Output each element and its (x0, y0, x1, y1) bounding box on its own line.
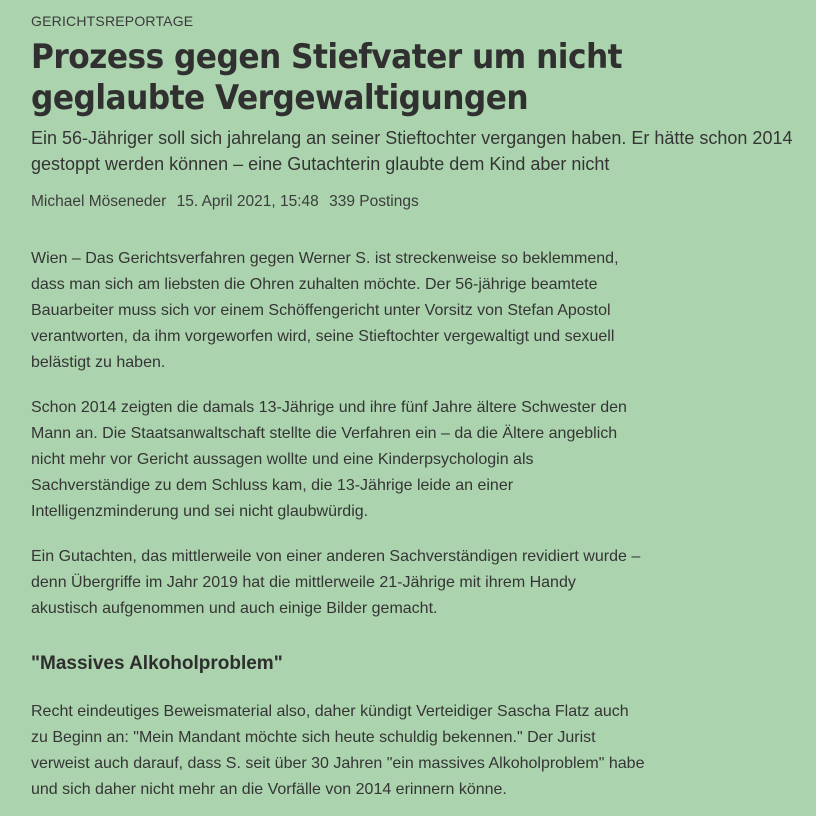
article-kicker[interactable]: GERICHTSREPORTAGE (31, 13, 194, 29)
article-headline: Prozess gegen Stiefvater um nicht geglaubte Vergewaltigungen (31, 37, 623, 118)
paragraph: Ein Gutachten, das mittlerweile von einer anderen Sachverständigen revidiert wurde – denn Übergriffe im Jahr 2019 hat die mittlerweile 21-Jährige mit ihrem Handy akustisch aufgenommen und auch einige Bilder gemacht. (31, 548, 641, 617)
article-body (31, 246, 646, 803)
postings-link[interactable]: 339 Postings (329, 193, 419, 210)
article-subheading: "Massives Alkoholproblem" (31, 653, 283, 674)
article-lead: Ein 56-Jähriger soll sich jahrelang an seiner Stieftochter vergangen haben. Er hätte schon 2014 gestoppt werden können – eine Gutachterin glaubte dem Kind aber nicht (31, 128, 793, 174)
paragraph: Wien – Das Gerichtsverfahren gegen Werner S. ist streckenweise so beklemmend, dass man sich am liebsten die Ohren zuhalten möchte. Der 56-jährige beamtete Bauarbeiter muss sich vor einem Schöffengericht unter Vorsitz von Stefan Apostol verantworten, da ihm vorgeworfen wird, seine Stieftochter vergewaltigt und sexuell belästigt zu haben. (31, 250, 619, 371)
article-meta (31, 192, 816, 212)
publish-date: 15. April 2021, 15:48 (176, 193, 319, 210)
paragraph: Schon 2014 zeigten die damals 13-Jährige und ihre fünf Jahre ältere Schwester den Mann an. Die Staatsanwaltschaft stellte die Verfahren ein – da die Ältere angeblich nicht mehr vor Gericht aussagen wollte und eine Kinderpsychologin als Sachverständige zu dem Schluss kam, die 13-Jährige leide an einer Intelligenzminderung und sei nicht glaubwürdig. (31, 399, 627, 520)
author-link[interactable]: Michael Möseneder (31, 193, 167, 210)
paragraph: Recht eindeutiges Beweismaterial also, daher kündigt Verteidiger Sascha Flatz auch zu Beginn an: "Mein Mandant möchte sich heute schuldig bekennen." Der Jurist verweist auch darauf, dass S. seit über 30 Jahren "ein massives Alkoholproblem" habe und sich daher nicht mehr an die Vorfälle von 2014 erinnern könne. (31, 703, 645, 798)
